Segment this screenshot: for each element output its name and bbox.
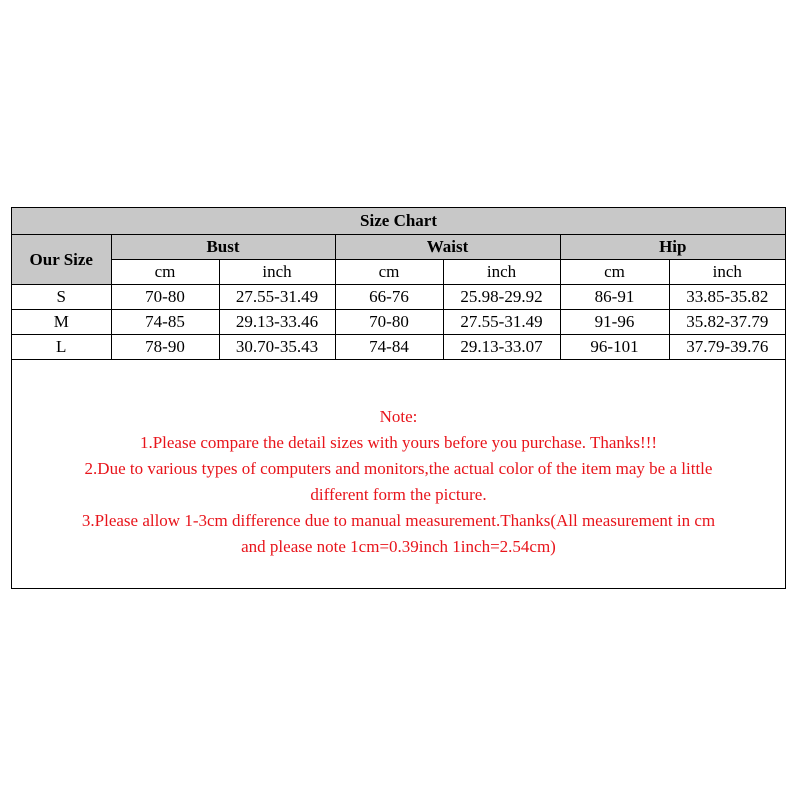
table-row xyxy=(12,310,785,335)
size-label: M xyxy=(12,310,111,335)
group-header-hip: Hip xyxy=(560,235,785,260)
unit-header: cm xyxy=(111,260,219,285)
table-cell: 70-80 xyxy=(335,310,443,335)
unit-header: cm xyxy=(560,260,669,285)
table-cell: 74-84 xyxy=(335,335,443,360)
table-cell: 70-80 xyxy=(111,285,219,310)
table-cell: 66-76 xyxy=(335,285,443,310)
table-title: Size Chart xyxy=(12,208,785,235)
table-cell: 91-96 xyxy=(560,310,669,335)
size-chart-frame xyxy=(11,207,786,589)
table-cell: 96-101 xyxy=(560,335,669,360)
size-column-header: Our Size xyxy=(12,235,111,285)
unit-header: inch xyxy=(669,260,785,285)
size-label: L xyxy=(12,335,111,360)
notes-heading: Note: xyxy=(379,407,418,426)
table-cell: 29.13-33.46 xyxy=(219,310,335,335)
notes-block xyxy=(12,404,785,560)
table-cell: 29.13-33.07 xyxy=(443,335,560,360)
table-cell: 30.70-35.43 xyxy=(219,335,335,360)
note-line: different form the picture. xyxy=(310,485,487,504)
group-header-bust: Bust xyxy=(111,235,335,260)
size-label: S xyxy=(12,285,111,310)
note-line: and please note 1cm=0.39inch 1inch=2.54cm) xyxy=(241,537,556,556)
table-row xyxy=(12,285,785,310)
table-cell: 37.79-39.76 xyxy=(669,335,785,360)
table-cell: 33.85-35.82 xyxy=(669,285,785,310)
group-header-waist: Waist xyxy=(335,235,560,260)
note-line: 1.Please compare the detail sizes with yours before you purchase. Thanks!!! xyxy=(139,433,658,452)
note-line: 3.Please allow 1-3cm difference due to manual measurement.Thanks(All measurement in cm xyxy=(81,511,716,530)
table-cell: 27.55-31.49 xyxy=(443,310,560,335)
table-cell: 86-91 xyxy=(560,285,669,310)
size-chart-table xyxy=(12,208,785,360)
table-row xyxy=(12,335,785,360)
unit-header: cm xyxy=(335,260,443,285)
note-line: 2.Due to various types of computers and monitors,the actual color of the item may be a little xyxy=(84,459,713,478)
table-cell: 25.98-29.92 xyxy=(443,285,560,310)
unit-header: inch xyxy=(219,260,335,285)
table-cell: 27.55-31.49 xyxy=(219,285,335,310)
table-cell: 74-85 xyxy=(111,310,219,335)
unit-header: inch xyxy=(443,260,560,285)
table-cell: 78-90 xyxy=(111,335,219,360)
table-cell: 35.82-37.79 xyxy=(669,310,785,335)
